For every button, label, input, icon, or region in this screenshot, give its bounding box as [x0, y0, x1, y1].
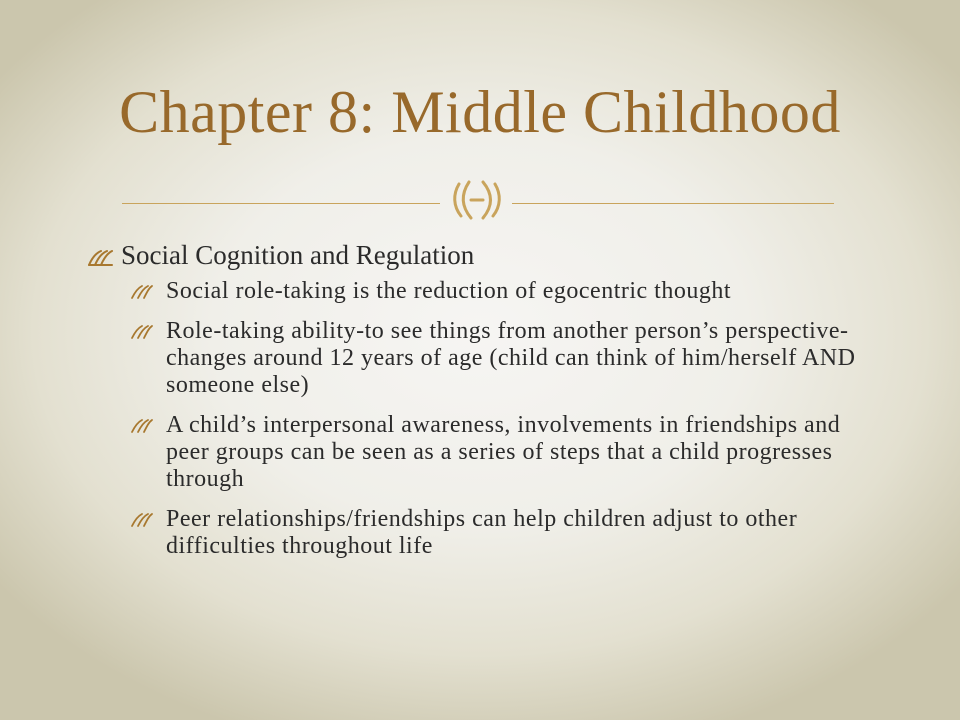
sub-bullet-text: Social role-taking is the reduction of egocentric thought: [166, 278, 732, 304]
heading-text: Social Cognition and Regulation: [121, 240, 475, 270]
sub-bullet-text: Peer relationships/friendships can help children adjust to other difficulties throughout life: [166, 506, 798, 559]
scroll-bullet-icon: [130, 323, 154, 341]
divider-line-right: [512, 203, 834, 204]
slide-title: Chapter 8: Middle Childhood: [119, 79, 841, 145]
sub-bullet-3: [86, 412, 886, 493]
ornament-icon: [449, 178, 505, 222]
divider-line-left: [122, 203, 440, 204]
sub-bullet-text: Role-taking ability-to see things from another person’s perspective-changes around 12 years of age (child can think of him/herself AND someone else): [166, 318, 856, 398]
sub-bullet-1: [86, 278, 886, 305]
slide-content: [86, 238, 886, 560]
scroll-bullet-icon: [130, 417, 154, 435]
scroll-bullet-icon: [130, 283, 154, 301]
sub-bullet-4: [86, 506, 886, 560]
scroll-bullet-icon: [86, 248, 114, 268]
sub-bullet-text: A child’s interpersonal awareness, involvements in friendships and peer groups can be seen as a series of steps that a child progresses through: [166, 412, 841, 492]
sub-bullet-2: [86, 318, 886, 399]
scroll-bullet-icon: [130, 511, 154, 529]
bullet-heading: [86, 238, 886, 272]
